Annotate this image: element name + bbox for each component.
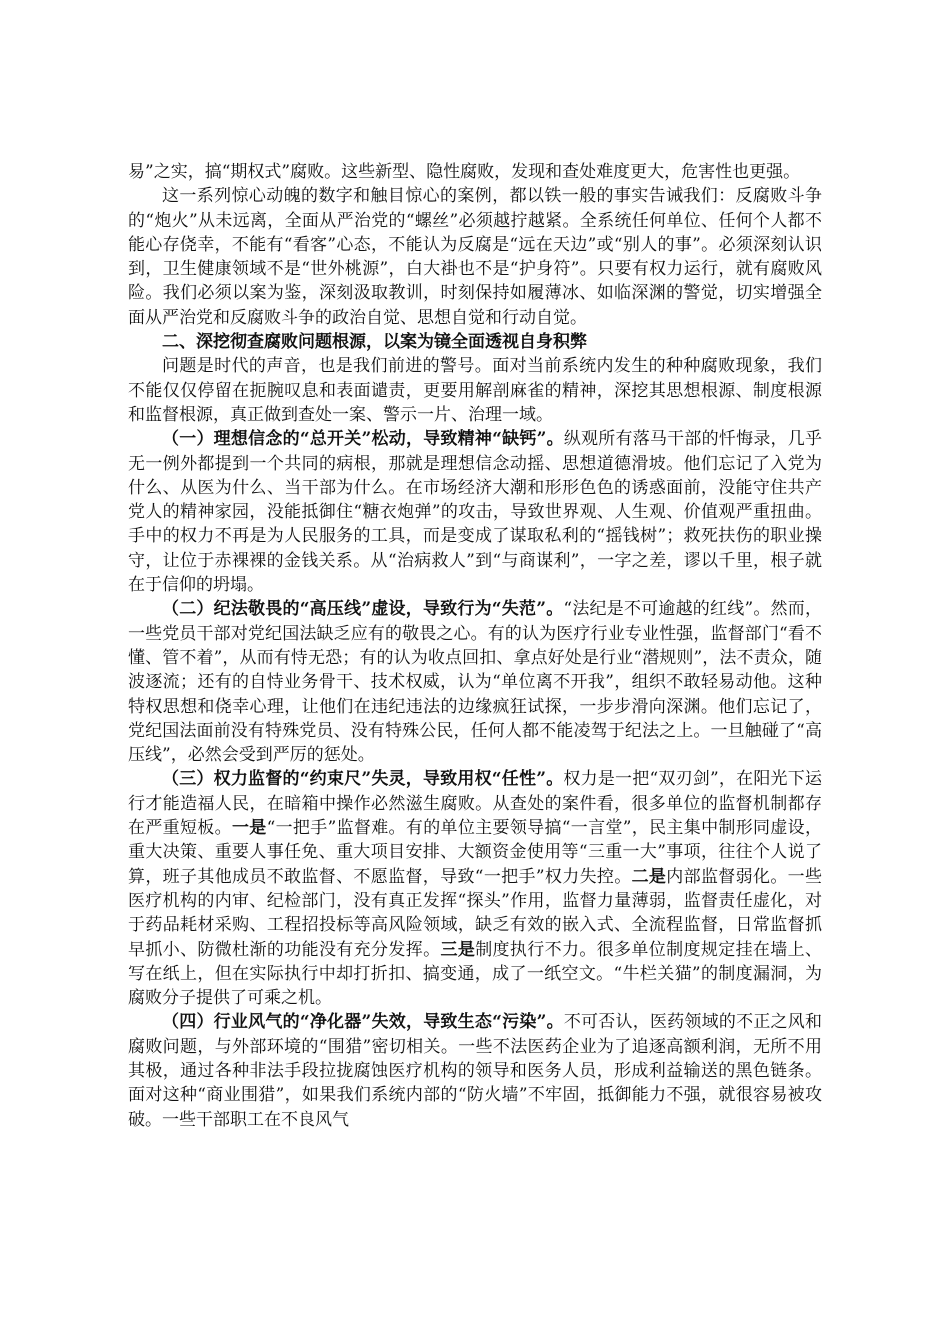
subsection-1 [128,427,822,597]
point-3-label: 三是 [440,939,476,960]
subsection-3-title: （三）权力监督的“约束尺”失灵，导致用权“任性”。 [162,769,564,790]
subsection-3-body-a: 权力是一把“双刃剑”，在阳光下运行才能造福人民，在暗箱中操作必然滋生腐败。从查处的案件看，很多单位的监督机制都存在严重短板。 [128,769,822,839]
subsection-3-body-c: 内部监督弱化。一些医疗机构的内审、纪检部门，没有真正发挥“探头”作用，监督力量薄弱，监督责任虚化，对于药品耗材采购、工程招投标等高风险领域，缺乏有效的嵌入式、全流程监督，日常监督抓早抓小、防微杜渐的功能没有充分发挥。 [128,866,823,960]
document-page [128,160,822,1132]
section-heading-2: 二、深挖彻查腐败问题根源，以案为镜全面透视自身积弊 [162,332,587,353]
subsection-3-body-b: “一把手”监督难。有的单位主要领导搞“一言堂”，民主集中制形同虚设，重大决策、重要人事任免、重大项目安排、大额资金使用等“三重一大”事项，往往个人说了算，班子其他成员不敢监督、不愿监督，导致“一把手”权力失控。 [128,818,823,887]
subsection-1-body: 纵观所有落马干部的忏悔录，几乎无一例外都提到一个共同的病根，那就是理想信念动摇、思想道德滑坡。他们忘记了入党为什么、从医为什么、当干部为什么。在市场经济大潮和形形色色的诱惑面前，没能守住共产党人的精神家园，没能抵御住“糖衣炮弹”的攻击，导致世界观、人生观、价值观严重扭曲。手中的权力不再是为人民服务的工具，而是变成了谋取私利的“摇钱树”；救死扶伤的职业操守，让位于赤裸裸的金钱关系。从“治病救人”到“与商谋利”，一字之差，谬以千里，根子就在于信仰的坍塌。 [128,429,822,596]
paragraph-continuation: 易”之实，搞“期权式”腐败。这些新型、隐性腐败，发现和查处难度更大，危害性也更强。 [128,162,801,182]
point-2-label: 二是 [631,866,667,887]
paragraph-warning: 这一系列惊心动魄的数字和触目惊心的案例，都以铁一般的事实告诫我们：反腐败斗争的“炮火”从未远离，全面从严治党的“螺丝”必须越拧越紧。全系统任何单位、任何个人都不能心存侥幸，不能有“看客”心态，不能认为反腐是“远在天边”或“别人的事”。必须深刻认识到，卫生健康领域不是“世外桃源”，白大褂也不是“护身符”。只要有权力运行，就有腐败风险。我们必须以案为鉴，深刻汲取教训，时刻保持如履薄冰、如临深渊的警觉，切实增强全面从严治党和反腐败斗争的政治自觉、思想自觉和行动自觉。 [128,186,822,328]
subsection-4 [128,1010,822,1131]
point-1-label: 一是 [231,818,267,839]
subsection-3 [128,767,822,1010]
subsection-4-body: 不可否认，医药领域的不正之风和腐败问题，与外部环境的“围猎”密切相关。一些不法医药企业为了追逐高额利润，无所不用其极，通过各种非法手段拉拢腐蚀医疗机构的领导和医务人员，形成利益输送的黑色链条。面对这种“商业围猎”，如果我们系统内部的“防火墙”不牢固，抵御能力不强，就很容易被攻破。一些干部职工在不良风气 [128,1012,822,1130]
subsection-2 [128,597,822,767]
subsection-2-body: “法纪是不可逾越的红线”。然而，一些党员干部对党纪国法缺乏应有的敬畏之心。有的认为医疗行业专业性强，监督部门“看不懂、管不着”，从而有恃无恐；有的认为收点回扣、拿点好处是行业“潜规则”，法不责众，随波逐流；还有的自恃业务骨干、技术权威，认为“单位离不开我”，组织不敢轻易动他。这种特权思想和侥幸心理，让他们在违纪违法的边缘疯狂试探，一步步滑向深渊。他们忘记了，党纪国法面前没有特殊党员、没有特殊公民，任何人都不能凌驾于纪法之上。一旦触碰了“高压线”，必然会受到严厉的惩处。 [128,599,822,766]
subsection-3-body-d: 制度执行不力。很多单位制度规定挂在墙上、写在纸上，但在实际执行中却打折扣、搞变通，成了一纸空文。“牛栏关猫”的制度漏洞，为腐败分子提供了可乘之机。 [128,939,823,1009]
subsection-4-title: （四）行业风气的“净化器”失效，导致生态“污染”。 [162,1012,564,1033]
paragraph-intro: 问题是时代的声音，也是我们前进的警号。面对当前系统内发生的种种腐败现象，我们不能仅仅停留在扼腕叹息和表面谴责，更要用解剖麻雀的精神，深挖其思想根源、制度根源和监督根源，真正做到查处一案、警示一片、治理一域。 [128,356,822,425]
subsection-1-title: （一）理想信念的“总开关”松动，导致精神“缺钙”。 [162,429,564,450]
subsection-2-title: （二）纪法敬畏的“高压线”虚设，导致行为“失范”。 [162,599,564,620]
